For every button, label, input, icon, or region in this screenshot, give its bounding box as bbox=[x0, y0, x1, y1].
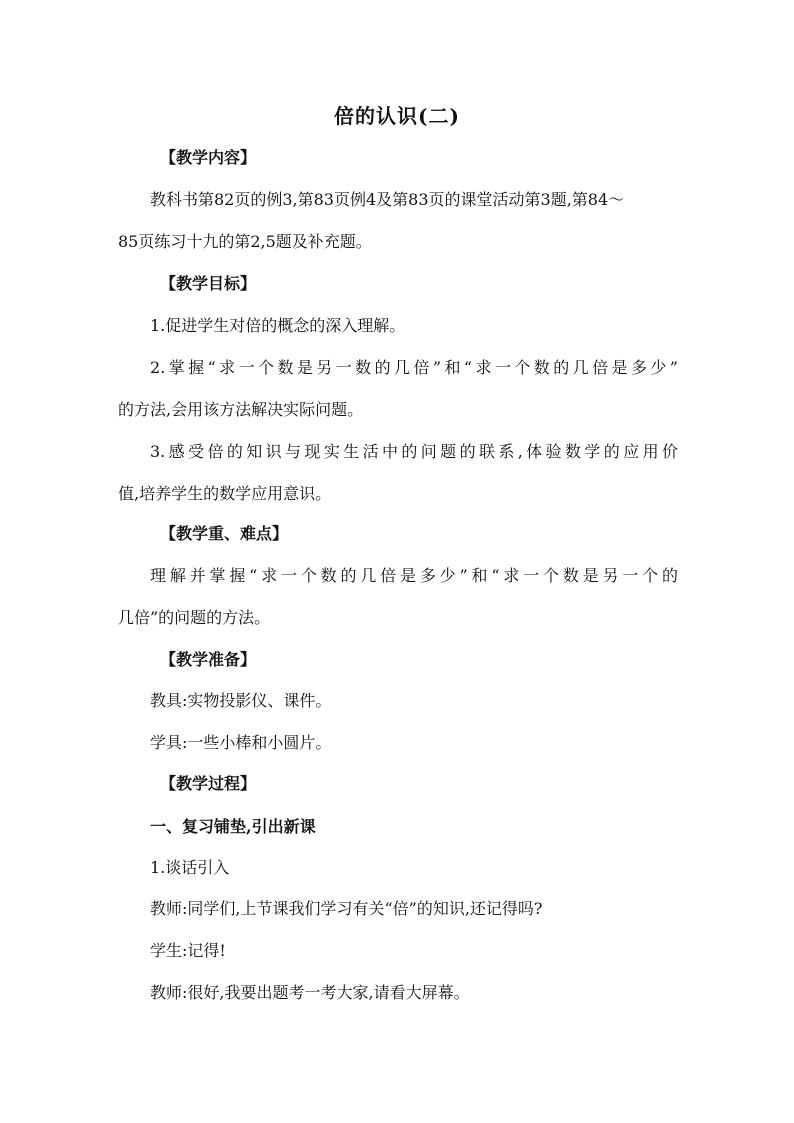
key-points-line-2: 几倍”的问题的方法。 bbox=[118, 608, 271, 627]
content-text-line-2: 85页练习十九的第2,5题及补充题。 bbox=[118, 232, 372, 251]
page-title: 倍的认识(二) bbox=[334, 104, 460, 128]
section-heading-key-points: 【教学重、难点】 bbox=[160, 524, 289, 543]
preparation-teacher-tools: 教具:实物投影仪、课件。 bbox=[150, 691, 332, 710]
content-text-line-1: 教科书第82页的例3,第83页例4及第83页的课堂活动第3题,第84～ bbox=[150, 190, 625, 209]
goal-3-line-1: 3.感受倍的知识与现实生活中的问题的联系,体验数学的应用价 bbox=[150, 442, 678, 461]
goal-2-line-1: 2.掌握“求一个数是另一数的几倍”和“求一个数的几倍是多少” bbox=[150, 358, 678, 377]
section-heading-preparation: 【教学准备】 bbox=[160, 650, 257, 669]
preparation-student-tools: 学具:一些小棒和小圆片。 bbox=[150, 733, 332, 752]
goal-2-line-2: 的方法,会用该方法解决实际问题。 bbox=[118, 400, 364, 419]
dialog-teacher-2: 教师:很好,我要出题考一考大家,请看大屏幕。 bbox=[150, 983, 470, 1002]
goal-3-line-2: 值,培养学生的数学应用意识。 bbox=[118, 484, 332, 503]
key-points-line-1: 理解并掌握“求一个数的几倍是多少”和“求一个数是另一个的 bbox=[150, 566, 678, 585]
section-heading-content: 【教学内容】 bbox=[160, 148, 257, 167]
part-1-heading: 一、复习铺垫,引出新课 bbox=[150, 817, 316, 836]
goal-1: 1.促进学生对倍的概念的深入理解。 bbox=[150, 316, 406, 335]
dialog-teacher-1: 教师:同学们,上节课我们学习有关“倍”的知识,还记得吗? bbox=[150, 899, 543, 918]
section-heading-process: 【教学过程】 bbox=[160, 774, 257, 793]
step-1-intro: 1.谈话引入 bbox=[150, 858, 230, 877]
dialog-student-1: 学生:记得! bbox=[150, 941, 226, 960]
section-heading-goals: 【教学目标】 bbox=[160, 274, 257, 293]
